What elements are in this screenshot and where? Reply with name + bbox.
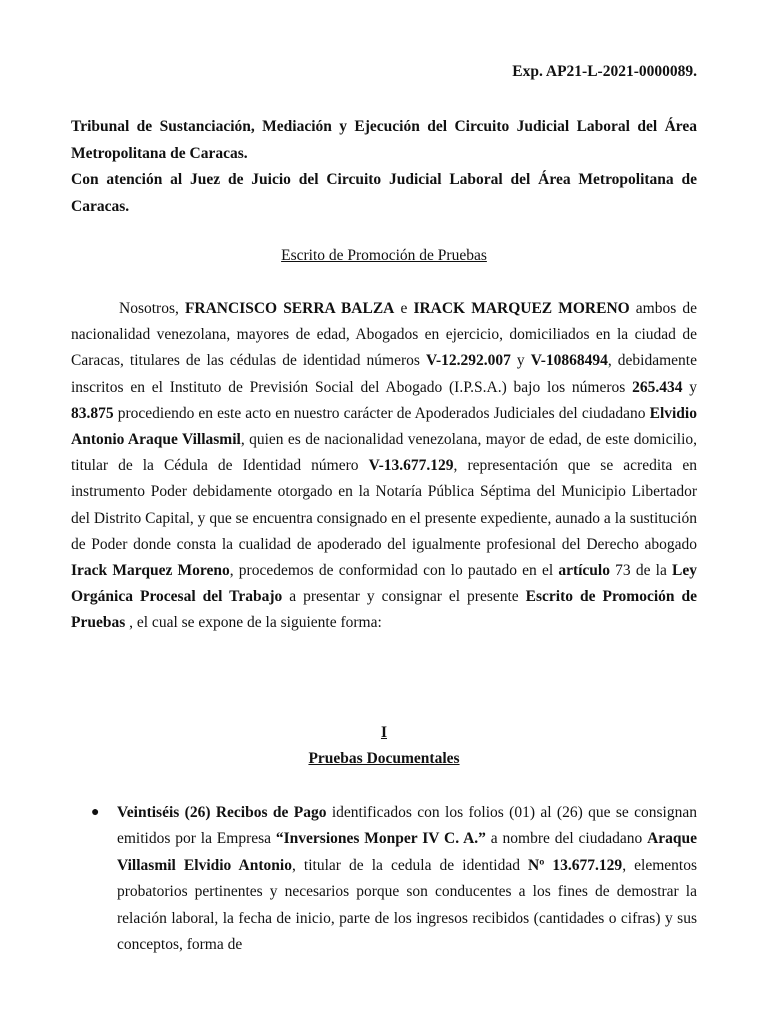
- text-run: , titular de la cedula de identidad: [291, 856, 529, 874]
- text-run-bold: Araque Villasmil Elvidio Antonio: [117, 830, 698, 874]
- text-run: e: [394, 300, 414, 317]
- text-run: , quien es de nacionalidad venezolana, mayor de edad, de este domicilio, titular de la Cédula de Identidad número: [71, 431, 698, 475]
- addressee-judge: Con atención al Juez de Juicio del Circuito Judicial Laboral del Área Metropolitana de Caracas.: [71, 171, 697, 215]
- text-run-bold: Ley Orgánica Procesal del Trabajo: [71, 562, 698, 606]
- text-run-bold: 265.434: [632, 378, 683, 396]
- text-run-bold: Veintiséis (26) Recibos de Pago: [117, 804, 327, 821]
- text-run: a nombre del ciudadano: [485, 830, 648, 848]
- document-title: Escrito de Promoción de Pruebas: [281, 247, 487, 264]
- text-run: y: [510, 352, 531, 370]
- body-paragraph: [71, 296, 697, 637]
- bullet-icon: ●: [91, 805, 100, 820]
- text-run: , debidamente inscritos en el Instituto de Previsión Social del Abogado (I.P.S.A.) bajo los números: [71, 352, 697, 396]
- case-number: Exp. AP21-L-2021-0000089.: [512, 63, 697, 80]
- text-run: identificados con los folios (01) al (26) que se consignan emitidos por la Empresa: [117, 804, 697, 848]
- text-run-bold: IRACK MARQUEZ MORENO: [413, 300, 630, 317]
- text-run-bold: “Inversiones Monper IV C. A.”: [275, 830, 486, 848]
- list-item: [71, 800, 697, 958]
- text-run-bold: V-10868494: [530, 352, 608, 370]
- text-run: y: [682, 378, 698, 396]
- text-run: , el cual se expone de la siguiente forma:: [125, 614, 382, 632]
- text-run: , elementos probatorios pertinentes y necesarios porque son conducentes a los fines de demostrar la relación laboral, la fecha de inicio, parte de los ingresos recibidos (cantidades o cifras) y sus conceptos, forma de: [117, 856, 697, 954]
- text-run: 73 de la: [609, 562, 673, 580]
- addressee-block: [71, 114, 697, 220]
- text-run: ambos de nacionalidad venezolana, mayores de edad, Abogados en ejercicio, domiciliados en la ciudad de Caracas, titulares de las cédulas de identidad números: [71, 300, 697, 370]
- text-run: Nosotros,: [119, 300, 185, 317]
- section-title: Pruebas Documentales: [308, 750, 460, 767]
- section-number: I: [380, 724, 388, 741]
- text-run-bold: Escrito de Promoción de Pruebas: [71, 588, 697, 632]
- text-run-bold: FRANCISCO SERRA BALZA: [184, 300, 395, 317]
- text-run-bold: 83.875: [71, 404, 114, 422]
- text-run: procediendo en este acto en nuestro carácter de Apoderados Judiciales del ciudadano: [113, 404, 650, 422]
- text-run-bold: V-13.677.129: [368, 457, 454, 475]
- evidence-list: [71, 800, 697, 958]
- text-run-bold: V-12.292.007: [425, 352, 511, 370]
- text-run: , procedemos de conformidad con lo pautado en el: [229, 562, 559, 580]
- addressee-court: Tribunal de Sustanciación, Mediación y Ejecución del Circuito Judicial Laboral del Área Metropolitana de Caracas.: [71, 118, 697, 162]
- text-run-bold: Elvidio Antonio Araque Villasmil: [71, 404, 697, 449]
- text-run-bold: artículo: [558, 562, 610, 580]
- text-run-bold: Nº 13.677.129: [528, 856, 623, 874]
- text-run-bold: Irack Marquez Moreno: [71, 562, 230, 580]
- text-run: , representación que se acredita en instrumento Poder debidamente otorgado en la Notaría Pública Séptima del Municipio Libertador del Distrito Capital, y que se encuentra consignado en el presente expediente, aunado a la sustitución de Poder donde consta la cualidad de apoderado del igualmente profesional del Derecho abogado: [71, 457, 697, 553]
- text-run: a presentar y consignar el presente: [282, 588, 526, 606]
